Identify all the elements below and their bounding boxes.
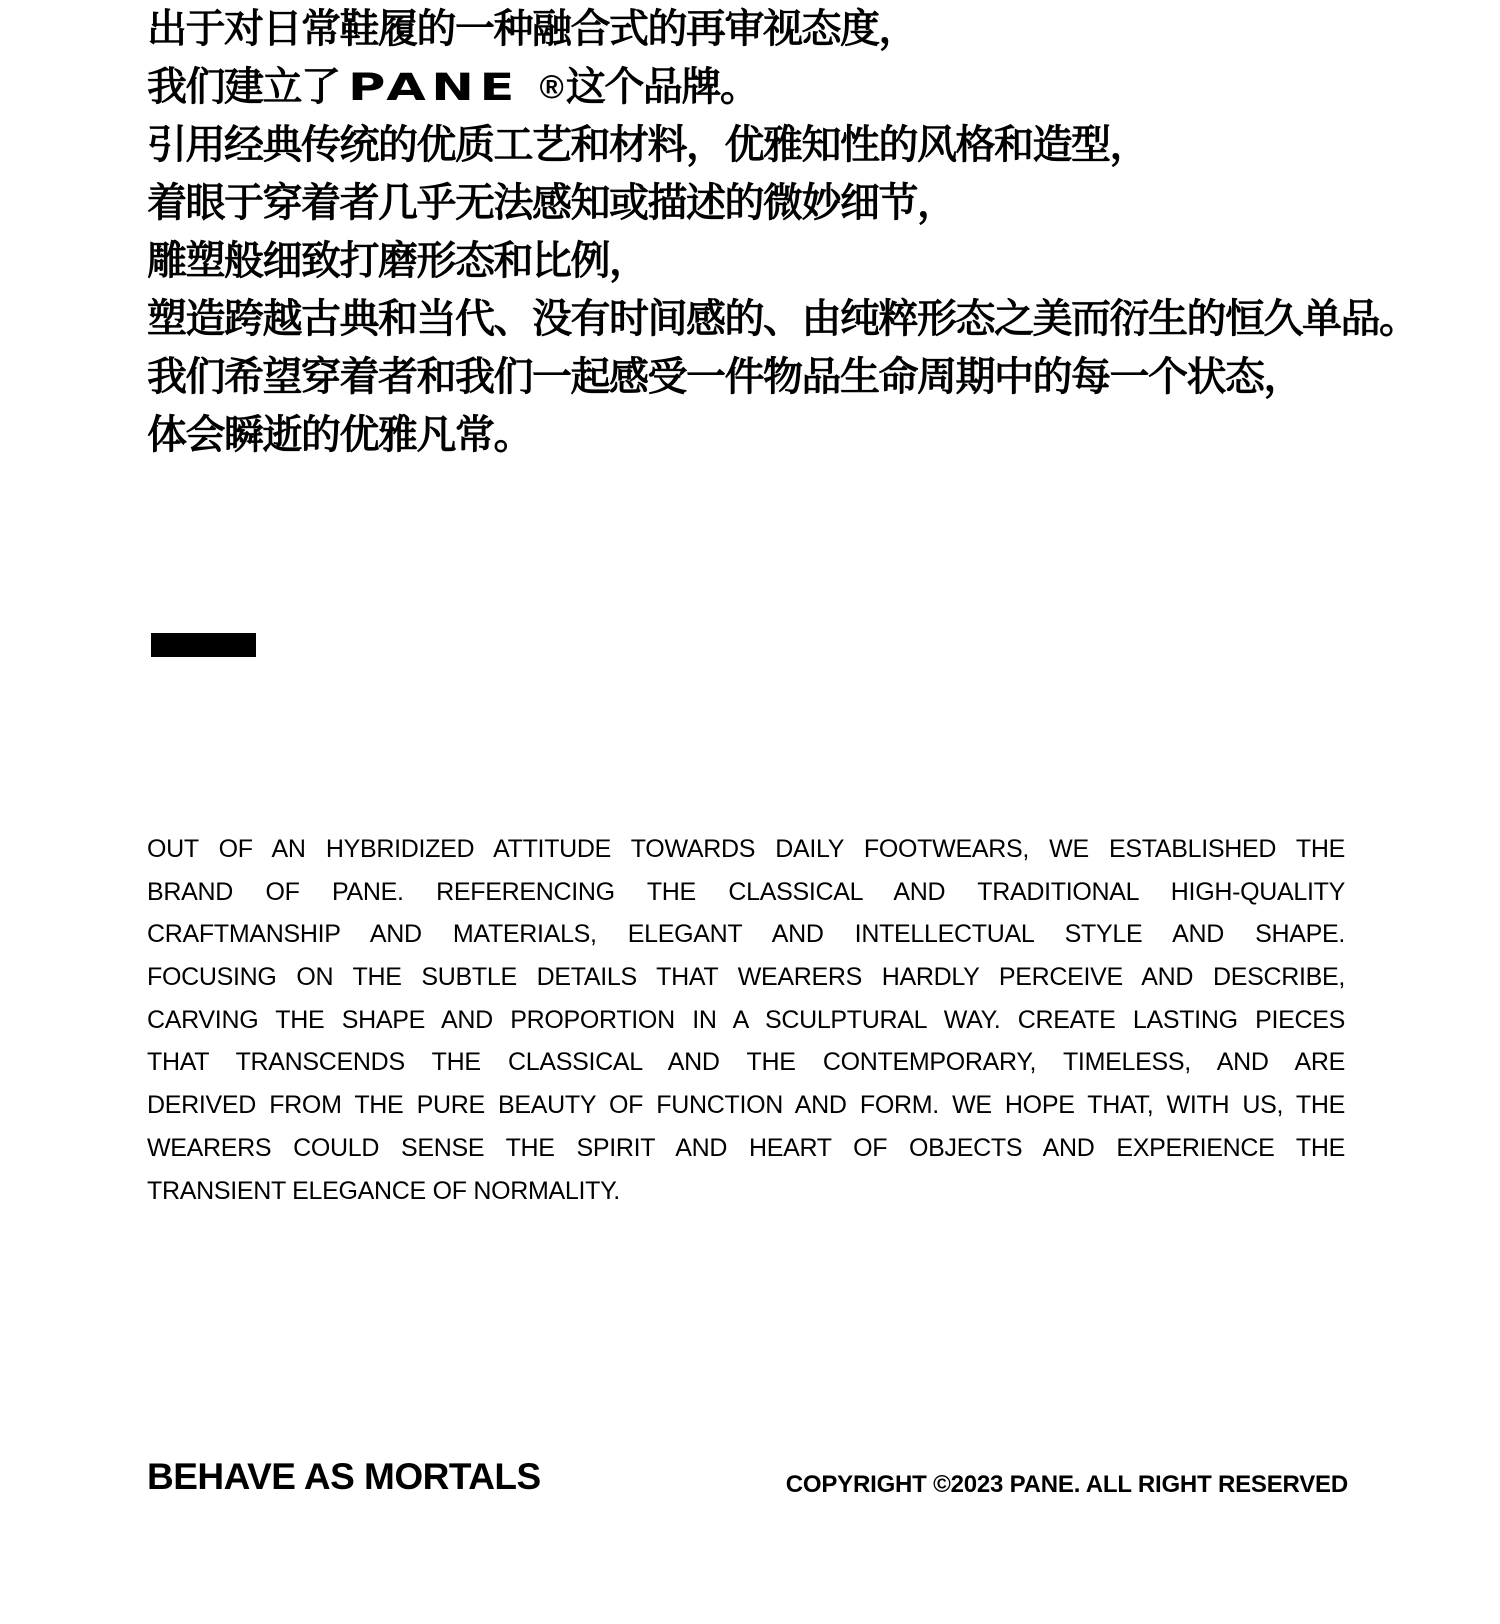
pane-logo-text: PANE [347,66,520,109]
en-line-5: CARVING THE SHAPE AND PROPORTION IN A SCULPTURAL WAY. CREATE LASTING PIECES [147,1005,1345,1034]
intro-chinese-paragraph [147,0,1427,464]
cn-line-2-suffix: 这个品牌。 [565,65,759,109]
en-line-9: TRANSIENT ELEGANCE OF NORMALITY. [147,1176,620,1205]
cn-line-3: 引用经典传统的优质工艺和材料，优雅知性的风格和造型， [147,123,1148,167]
cn-line-1: 出于对日常鞋履的一种融合式的再审视态度， [147,7,917,51]
en-line-1: OUT OF AN HYBRIDIZED ATTITUDE TOWARDS DAILY FOOTWEARS, WE ESTABLISHED THE [147,835,1345,863]
cn-line-8: 体会瞬逝的优雅凡常。 [147,413,532,457]
cn-line-2-prefix: 我们建立了 [147,65,340,109]
cn-line-5: 雕塑般细致打磨形态和比例， [147,239,648,283]
brand-slogan: BEHAVE AS MORTALS [147,1456,541,1497]
en-line-7: DERIVED FROM THE PURE BEAUTY OF FUNCTION AND FORM. WE HOPE THAT, WITH US, THE [147,1091,1345,1120]
cn-line-2 [147,58,1427,116]
en-line-4: FOCUSING ON THE SUBTLE DETAILS THAT WEARERS HARDLY PERCEIVE AND DESCRIBE, [147,963,1345,992]
en-line-8: WEARERS COULD SENSE THE SPIRIT AND HEART OF OBJECTS AND EXPERIENCE THE [147,1133,1345,1162]
en-line-6: THAT TRANSCENDS THE CLASSICAL AND THE CONTEMPORARY, TIMELESS, AND ARE [147,1048,1345,1077]
registered-trademark-symbol: ® [539,68,564,105]
copyright-text: COPYRIGHT ©2023 PANE. ALL RIGHT RESERVED [785,1471,1348,1498]
intro-english-paragraph [147,828,1345,1212]
section-divider-bar [151,633,256,657]
cn-line-7: 我们希望穿着者和我们一起感受一件物品生命周期中的每一个状态， [147,355,1302,399]
en-line-2: BRAND OF PANE. REFERENCING THE CLASSICAL AND TRADITIONAL HIGH-QUALITY [147,877,1345,906]
cn-line-4: 着眼于穿着者几乎无法感知或描述的微妙细节， [147,181,956,225]
pane-logo [348,58,540,116]
cn-line-6: 塑造跨越古典和当代、没有时间感的、由纯粹形态之美而衍生的恒久单品。 [147,297,1418,341]
en-line-3: CRAFTMANSHIP AND MATERIALS, ELEGANT AND INTELLECTUAL STYLE AND SHAPE. [147,920,1345,949]
